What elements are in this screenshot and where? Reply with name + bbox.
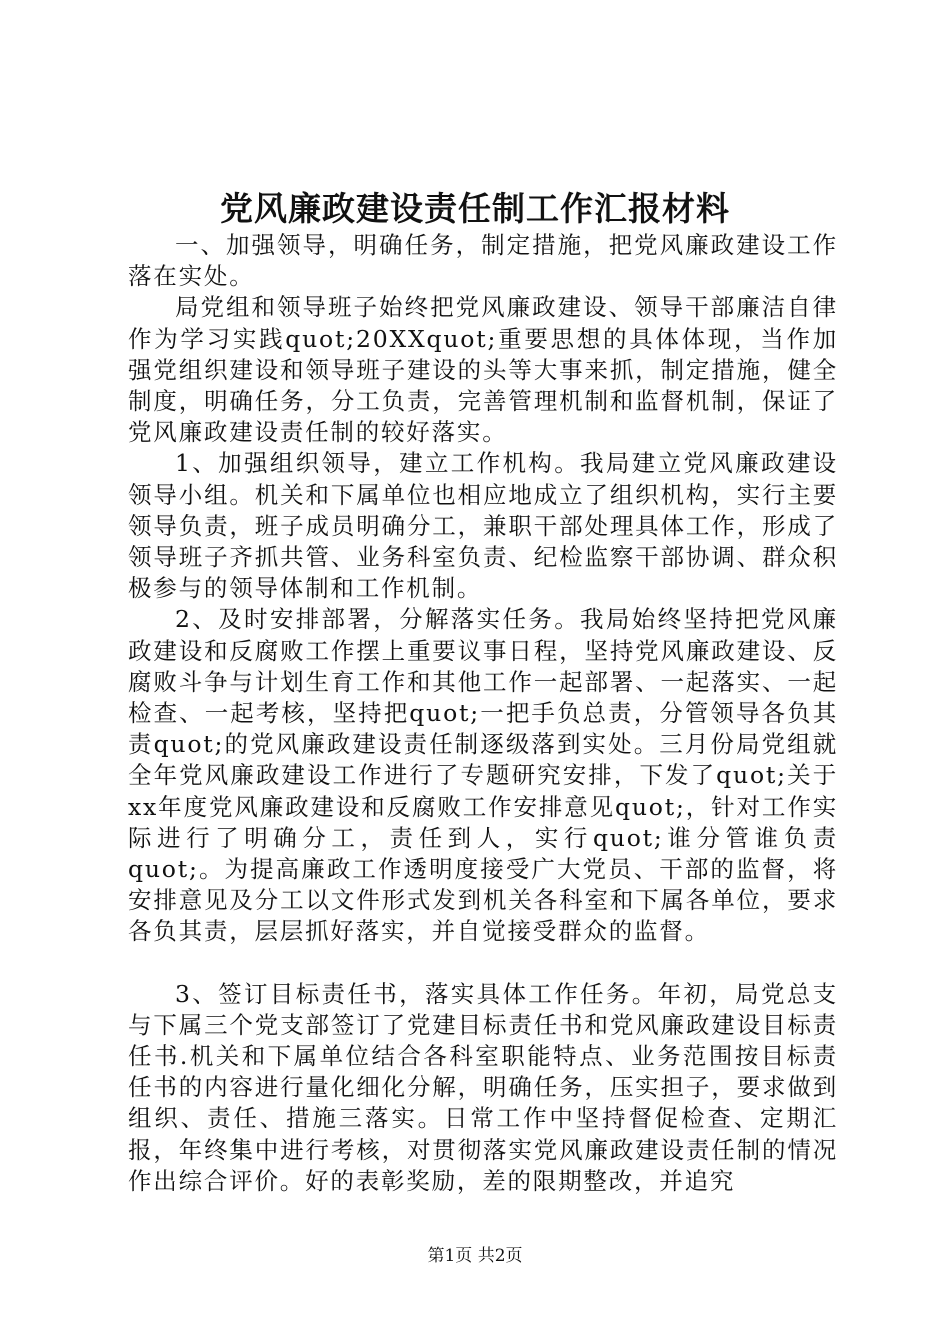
document-body — [128, 230, 838, 1197]
page-number-footer: 第1页 共2页 — [427, 1246, 523, 1266]
paragraph-item-2: 2、及时安排部署，分解落实任务。我局始终坚持把党风廉政建设和反腐败工作摆上重要议事日程，坚持党风廉政建设、反腐败斗争与计划生育工作和其他工作一起部署、一起落实、一起检查、一起考核，坚持把quot;一把手负总责，分管领导各负其责quot;的党风廉政建设责任制逐级落到实处。三月份局党组就全年党风廉政建设工作进行了专题研究安排，下发了quot;关于xx年度党风廉政建设和反腐败工作安排意见quot;，针对工作实际进行了明确分工，责任到人，实行quot;谁分管谁负责quot;。为提高廉政工作透明度接受广大党员、干部的监督，将安排意见及分工以文件形式发到机关各科室和下属各单位，要求各负其责，层层抓好落实，并自觉接受群众的监督。 — [128, 605, 838, 946]
paragraph-section-1-heading: 一、加强领导，明确任务，制定措施，把党风廉政建设工作落在实处。 — [128, 231, 838, 291]
paragraph-item-3: 3、签订目标责任书，落实具体工作任务。年初，局党总支与下属三个党支部签订了党建目标责任书和党风廉政建设目标责任书.机关和下属单位结合各科室职能特点、业务范围按目标责任书的内容进行量化细化分解，明确任务，压实担子，要求做到组织、责任、措施三落实。日常工作中坚持督促检查、定期汇报，年终集中进行考核，对贯彻落实党风廉政建设责任制的情况作出综合评价。好的表彰奖励，差的限期整改，并追究 — [128, 979, 838, 1195]
paragraph-item-1: 1、加强组织领导，建立工作机构。我局建立党风廉政建设领导小组。机关和下属单位也相应地成立了组织机构，实行主要领导负责，班子成员明确分工，兼职干部处理具体工作，形成了领导班子齐抓共管、业务科室负责、纪检监察干部协调、群众积极参与的领导体制和工作机制。 — [128, 449, 838, 603]
paragraph-intro: 局党组和领导班子始终把党风廉政建设、领导干部廉洁自律作为学习实践quot;20XXquot;重要思想的具体体现，当作加强党组织建设和领导班子建设的头等大事来抓，制定措施，健全制度，明确任务，分工负责，完善管理机制和监督机制，保证了党风廉政建设责任制的较好落实。 — [128, 293, 838, 447]
document-title: 党风廉政建设责任制工作汇报材料 — [220, 189, 730, 228]
